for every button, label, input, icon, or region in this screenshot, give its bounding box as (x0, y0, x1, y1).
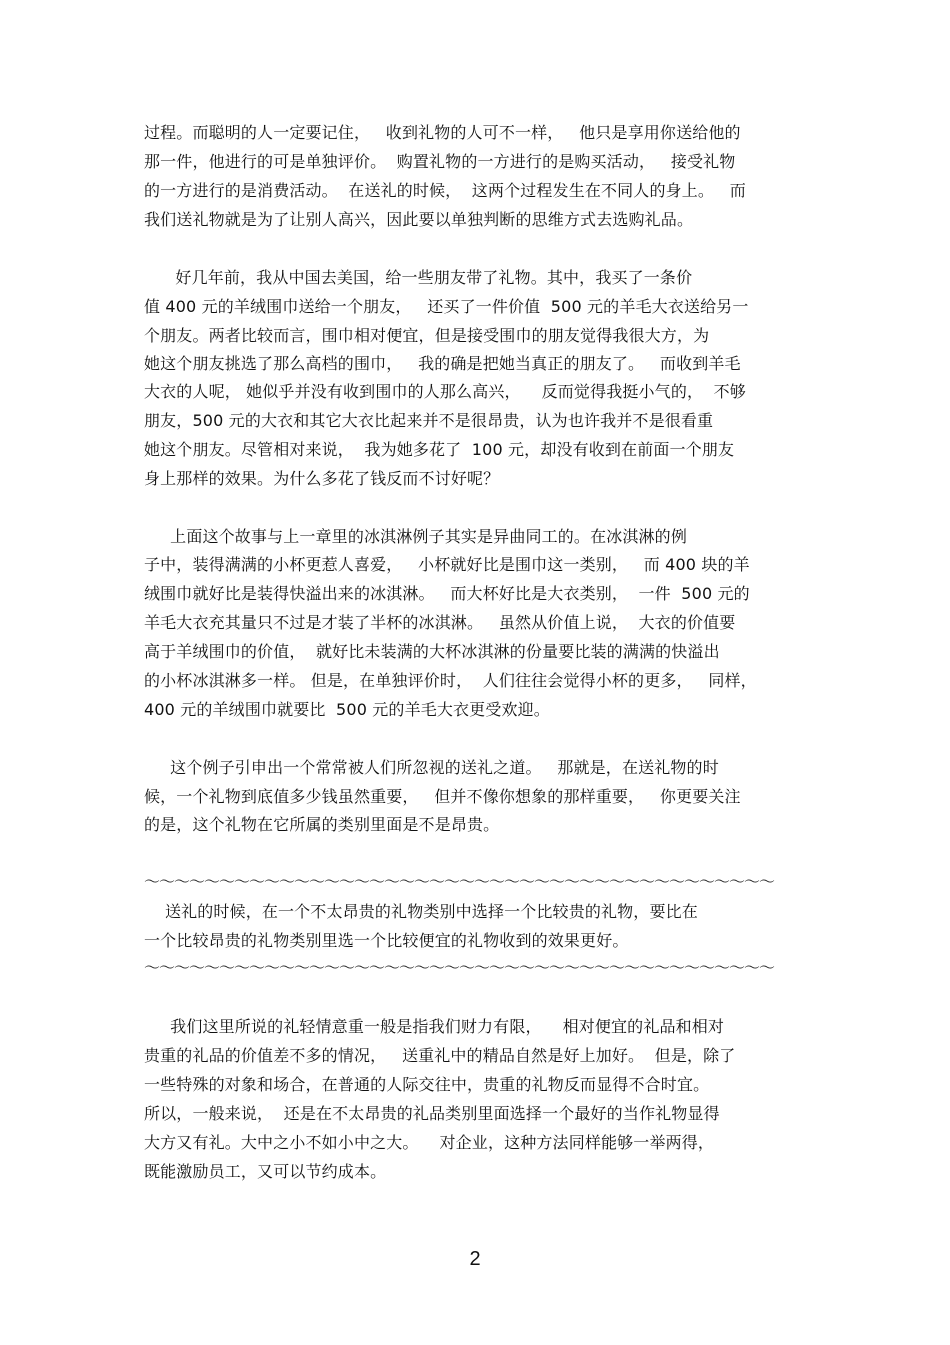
text-line: 她这个朋友。尽管相对来说， 我为她多花了 100 元，却没有收到在前面一个朋友 (144, 440, 735, 459)
text-line: 羊毛大衣充其量只不过是才装了半杯的冰淇淋。 虽然从价值上说， 大衣的价值要 (144, 613, 736, 632)
divider-bottom: ～～～～～～～～～～～～～～～～～～～～～～～～～～～～～～～～～～～～～～～～～～ (144, 958, 775, 977)
divider-top: ～～～～～～～～～～～～～～～～～～～～～～～～～～～～～～～～～～～～～～～～～～ (144, 872, 775, 891)
text-line: 我们送礼物就是为了让别人高兴，因此要以单独判断的思维方式去选购礼品。 (144, 210, 694, 229)
text-line: 上面这个故事与上一章里的冰淇淋例子其实是异曲同工的。在冰淇淋的例 (144, 527, 687, 546)
text-line: 候，一个礼物到底值多少钱虽然重要， 但并不像你想象的那样重要， 你更要关注 (144, 787, 741, 806)
text-line: 绒围巾就好比是装得快溢出来的冰淇淋。 而大杯好比是大衣类别， 一件 500 元的 (144, 584, 750, 603)
text-line: 朋友，500 元的大衣和其它大衣比起来并不是很昂贵，认为也许我并不是很看重 (144, 411, 714, 430)
text-line: 的是，这个礼物在它所属的类别里面是不是昂贵。 (144, 815, 500, 834)
text-line: 既能激励员工，又可以节约成本。 (144, 1162, 387, 1181)
text-line: 好几年前，我从中国去美国，给一些朋友带了礼物。其中，我买了一条价 (144, 268, 693, 287)
text-line: 的一方进行的是消费活动。 在送礼的时候， 这两个过程发生在不同人的身上。 而 (144, 181, 746, 200)
text-line: 这个例子引申出一个常常被人们所忽视的送礼之道。 那就是，在送礼物的时 (144, 758, 719, 777)
text-line: 她这个朋友挑选了那么高档的围巾， 我的确是把她当真正的朋友了。 而收到羊毛 (144, 354, 741, 373)
text-line: 的小杯冰淇淋多一样。 但是，在单独评价时， 人们往往会觉得小杯的更多， 同样， (144, 671, 757, 690)
text-line: 所以，一般来说， 还是在不太昂贵的礼品类别里面选择一个最好的当作礼物显得 (144, 1104, 720, 1123)
text-line: 值 400 元的羊绒围巾送给一个朋友， 还买了一件价值 500 元的羊毛大衣送给另一 (144, 297, 749, 316)
text-line: 大方又有礼。大中之小不如小中之大。 对企业，这种方法同样能够一举两得， (144, 1133, 715, 1152)
text-line: 过程。而聪明的人一定要记住， 收到礼物的人可不一样， 他只是享用你送给他的 (144, 123, 741, 142)
text-line: 个朋友。两者比较而言，围巾相对便宜，但是接受围巾的朋友觉得我很大方，为 (144, 326, 710, 345)
quote-line: 一个比较昂贵的礼物类别里选一个比较便宜的礼物收到的效果更好。 (144, 931, 629, 950)
text-line: 400 元的羊绒围巾就要比 500 元的羊毛大衣更受欢迎。 (144, 700, 550, 719)
text-line: 一些特殊的对象和场合，在普通的人际交往中，贵重的礼物反而显得不合时宜。 (144, 1075, 710, 1094)
text-line: 子中，装得满满的小杯更惹人喜爱， 小杯就好比是围巾这一类别， 而 400 块的羊 (144, 555, 750, 574)
text-line: 大衣的人呢， 她似乎并没有收到围巾的人那么高兴， 反而觉得我挺小气的， 不够 (144, 382, 746, 401)
text-line: 高于羊绒围巾的价值， 就好比未装满的大杯冰淇淋的份量要比装的满满的快溢出 (144, 642, 720, 661)
text-line: 我们这里所说的礼轻情意重一般是指我们财力有限， 相对便宜的礼品和相对 (144, 1017, 725, 1036)
quote-line: 送礼的时候，在一个不太昂贵的礼物类别中选择一个比较贵的礼物，要比在 (144, 902, 698, 921)
text-line: 身上那样的效果。为什么多花了钱反而不讨好呢？ (144, 469, 500, 488)
text-line: 贵重的礼品的价值差不多的情况， 送重礼中的精品自然是好上加好。 但是，除了 (144, 1046, 736, 1065)
page-number: 2 (469, 1248, 481, 1270)
text-line: 那一件，他进行的可是单独评价。 购置礼物的一方进行的是购买活动， 接受礼物 (144, 152, 736, 171)
